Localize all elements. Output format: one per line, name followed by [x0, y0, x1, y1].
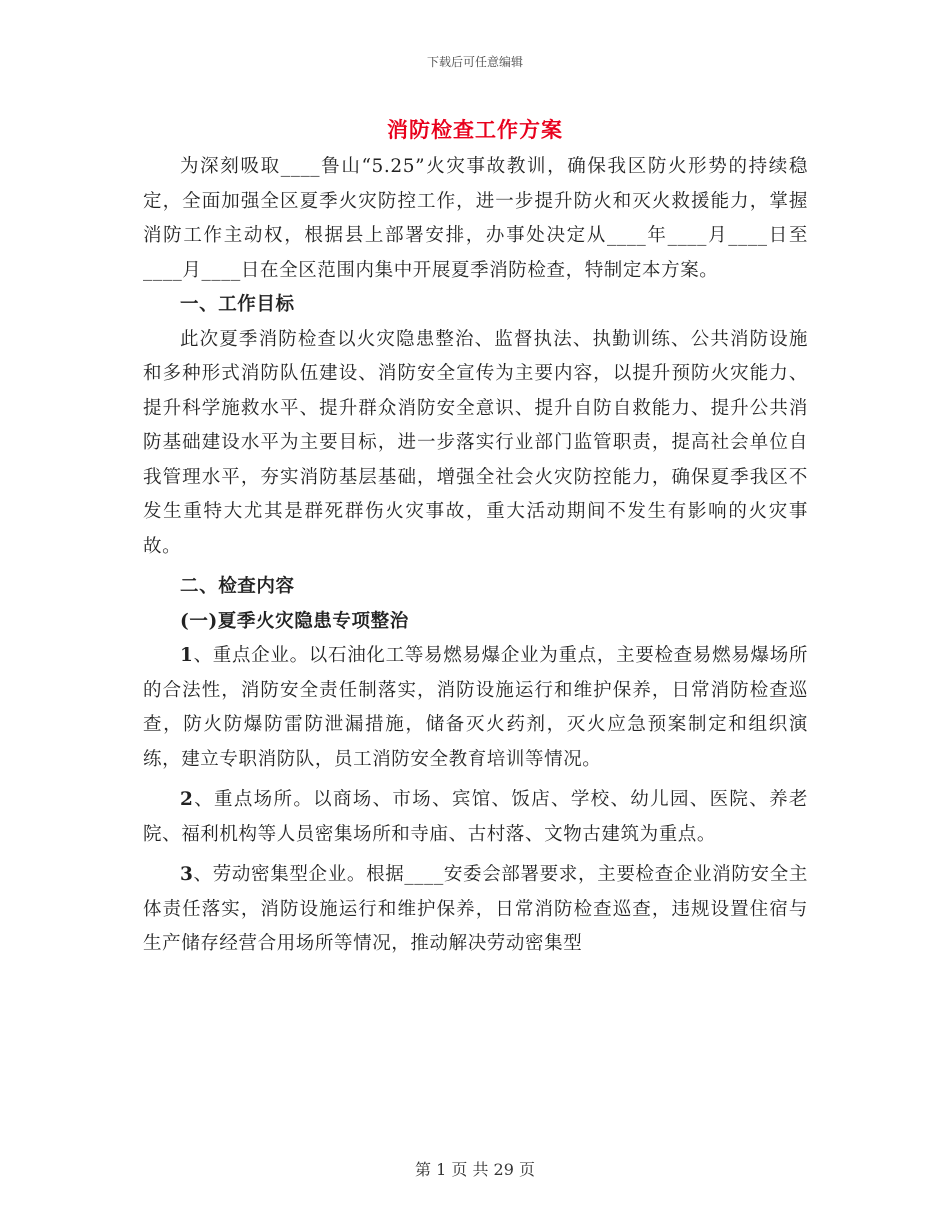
item-number: 2	[180, 789, 194, 810]
list-item	[143, 858, 808, 962]
item-text: 、劳动密集型企业。根据____安委会部署要求，主要检查企业消防安全主体责任落实，消防设施运行和维护保养，日常消防检查巡查，违规设置住宿与生产储存经营合用场所等情况，推动解决劳动密集型	[143, 864, 808, 954]
item-text: 、重点场所。以商场、市场、宾馆、饭店、学校、幼儿园、医院、养老院、福利机构等人员密集场所和寺庙、古村落、文物古建筑为重点。	[143, 789, 808, 845]
section-1-paragraph: 此次夏季消防检查以火灾隐患整治、监督执法、执勤训练、公共消防设施和多种形式消防队伍建设、消防安全宣传为主要内容，以提升预防火灾能力、提升科学施救水平、提升群众消防安全意识、提升自防自救能力、提升公共消防基础建设水平为主要目标，进一步落实行业部门监管职责，提高社会单位自我管理水平，夯实消防基层基础，增强全社会火灾防控能力，确保夏季我区不发生重特大尤其是群死群伤火灾事故，重大活动期间不发生有影响的火灾事故。	[143, 328, 808, 557]
page-number: 第 1 页 共 29 页	[415, 1160, 535, 1179]
section-2-subheading: (一)夏季火灾隐患专项整治	[180, 610, 409, 632]
list-item	[143, 783, 808, 852]
document-title: 消防检查工作方案	[387, 117, 563, 142]
item-number: 3	[180, 864, 194, 885]
section-2-heading: 二、检查内容	[180, 576, 295, 597]
section-1-heading: 一、工作目标	[180, 294, 295, 315]
intro-paragraph: 为深刻吸取____鲁山“5.25”火灾事故教训，确保我区防火形势的持续稳定，全面加强全区夏季火灾防控工作，进一步提升防火和灭火救援能力，掌握消防工作主动权，根据县上部署安排，办事处决定从____年____月____日至____月____日在全区范围内集中开展夏季消防检查，特制定本方案。	[143, 156, 808, 281]
item-text: 、重点企业。以石油化工等易燃易爆企业为重点，主要检查易燃易爆场所的合法性，消防安全责任制落实，消防设施运行和维护保养，日常消防检查巡查，防火防爆防雷防泄漏措施，储备灭火药剂，灭火应急预案制定和组织演练，建立专职消防队，员工消防安全教育培训等情况。	[143, 645, 808, 770]
page-header-note: 下载后可任意编辑	[426, 55, 523, 69]
list-item	[143, 639, 808, 777]
document-body	[143, 150, 808, 962]
item-number: 1	[180, 645, 194, 666]
